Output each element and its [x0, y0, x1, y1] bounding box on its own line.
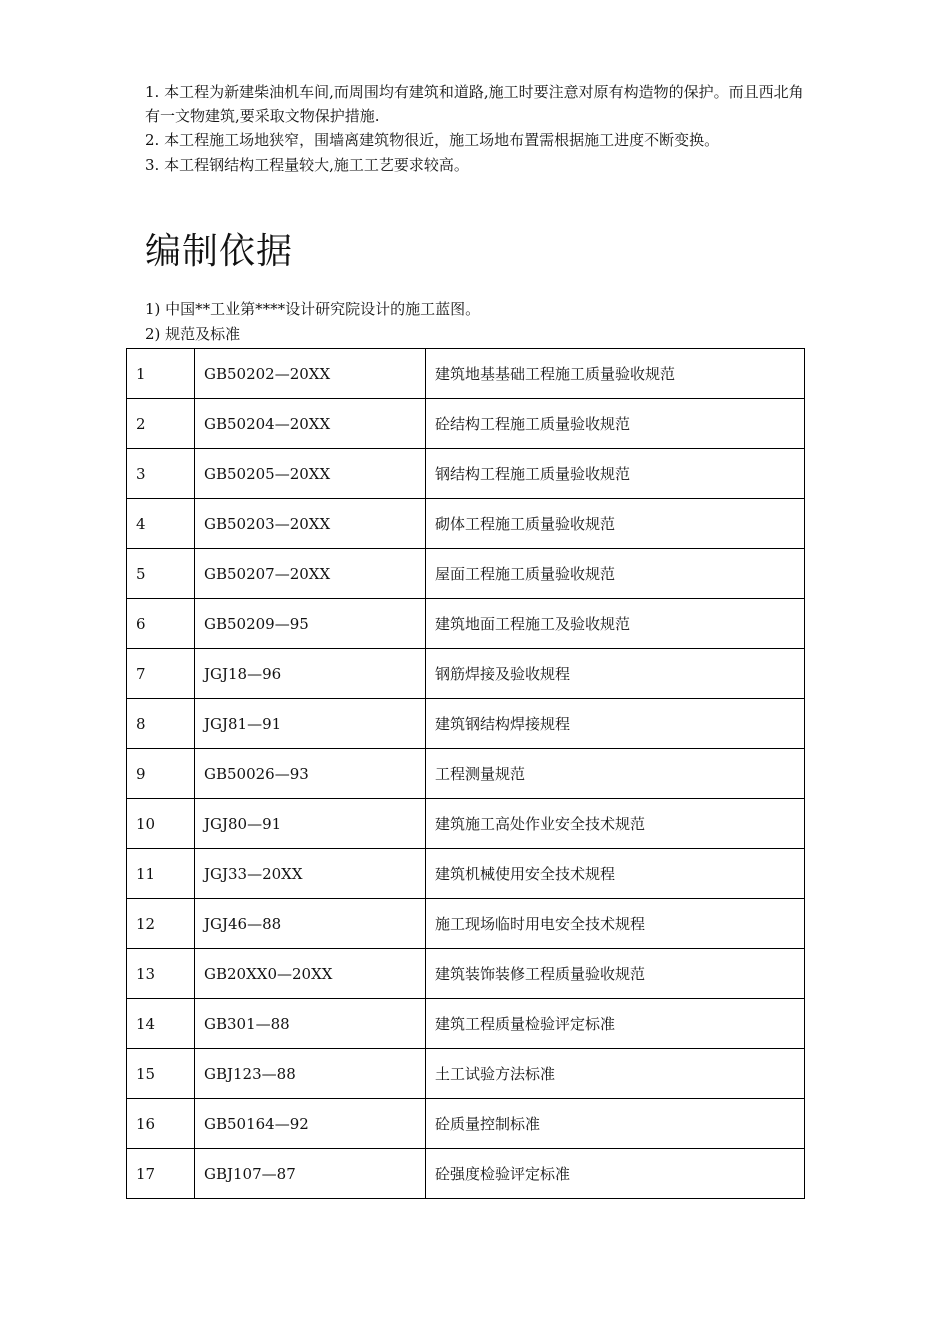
table-row: [127, 549, 805, 599]
note-1: 1. 本工程为新建柴油机车间,而周围均有建筑和道路,施工时要注意对原有构造物的保护。而且西北角有一文物建筑,要采取文物保护措施.: [145, 83, 804, 125]
standard-code: GB50209—95: [195, 599, 426, 649]
standard-name: 建筑机械使用安全技术规程: [426, 849, 805, 899]
table-row: [127, 899, 805, 949]
table-row: [127, 1049, 805, 1099]
standard-name: 钢结构工程施工质量验收规范: [426, 449, 805, 499]
row-number: 3: [127, 449, 195, 499]
section-heading: 编制依据: [145, 231, 294, 272]
table-row: [127, 849, 805, 899]
standard-code: GBJ107—87: [195, 1149, 426, 1199]
standards-table-body: [127, 349, 805, 1199]
standard-code: GB50207—20XX: [195, 549, 426, 599]
row-number: 15: [127, 1049, 195, 1099]
table-row: [127, 799, 805, 849]
standard-code: GB50026—93: [195, 749, 426, 799]
note-2: 2. 本工程施工场地狭窄，围墙离建筑物很近，施工场地布置需根据施工进度不断变换。: [145, 131, 720, 149]
row-number: 9: [127, 749, 195, 799]
row-number: 8: [127, 699, 195, 749]
standard-code: GBJ123—88: [195, 1049, 426, 1099]
row-number: 10: [127, 799, 195, 849]
row-number: 1: [127, 349, 195, 399]
table-row: [127, 499, 805, 549]
standard-name: 土工试验方法标准: [426, 1049, 805, 1099]
standard-code: JGJ80—91: [195, 799, 426, 849]
standard-code: JGJ46—88: [195, 899, 426, 949]
row-number: 17: [127, 1149, 195, 1199]
table-row: [127, 649, 805, 699]
basis-item-1: 1) 中国**工业第****设计研究院设计的施工蓝图。: [145, 300, 481, 318]
table-row: [127, 699, 805, 749]
standard-name: 砼强度检验评定标准: [426, 1149, 805, 1199]
note-3: 3. 本工程钢结构工程量较大,施工工艺要求较高。: [145, 156, 469, 174]
standard-code: GB301—88: [195, 999, 426, 1049]
table-row: [127, 349, 805, 399]
standard-name: 屋面工程施工质量验收规范: [426, 549, 805, 599]
table-row: [127, 999, 805, 1049]
table-row: [127, 749, 805, 799]
standard-name: 施工现场临时用电安全技术规程: [426, 899, 805, 949]
standard-name: 建筑钢结构焊接规程: [426, 699, 805, 749]
standard-name: 砼质量控制标准: [426, 1099, 805, 1149]
standard-name: 建筑地基基础工程施工质量验收规范: [426, 349, 805, 399]
table-row: [127, 599, 805, 649]
row-number: 16: [127, 1099, 195, 1149]
standard-name: 砼结构工程施工质量验收规范: [426, 399, 805, 449]
row-number: 6: [127, 599, 195, 649]
row-number: 2: [127, 399, 195, 449]
table-row: [127, 1099, 805, 1149]
row-number: 12: [127, 899, 195, 949]
row-number: 13: [127, 949, 195, 999]
standard-code: GB50204—20XX: [195, 399, 426, 449]
standard-name: 建筑工程质量检验评定标准: [426, 999, 805, 1049]
standard-code: GB50205—20XX: [195, 449, 426, 499]
standard-code: JGJ33—20XX: [195, 849, 426, 899]
row-number: 11: [127, 849, 195, 899]
standard-name: 建筑装饰装修工程质量验收规范: [426, 949, 805, 999]
standard-code: GB50203—20XX: [195, 499, 426, 549]
standard-name: 工程测量规范: [426, 749, 805, 799]
row-number: 5: [127, 549, 195, 599]
table-row: [127, 1149, 805, 1199]
standard-name: 建筑施工高处作业安全技术规范: [426, 799, 805, 849]
standard-code: JGJ18—96: [195, 649, 426, 699]
basis-item-2: 2) 规范及标准: [145, 325, 241, 343]
table-row: [127, 949, 805, 999]
standards-table: [126, 348, 805, 1199]
standard-name: 钢筋焊接及验收规程: [426, 649, 805, 699]
table-row: [127, 399, 805, 449]
row-number: 14: [127, 999, 195, 1049]
row-number: 7: [127, 649, 195, 699]
standard-code: JGJ81—91: [195, 699, 426, 749]
standard-code: GB20XX0—20XX: [195, 949, 426, 999]
standard-code: GB50164—92: [195, 1099, 426, 1149]
standard-name: 建筑地面工程施工及验收规范: [426, 599, 805, 649]
table-row: [127, 449, 805, 499]
standard-code: GB50202—20XX: [195, 349, 426, 399]
row-number: 4: [127, 499, 195, 549]
standard-name: 砌体工程施工质量验收规范: [426, 499, 805, 549]
